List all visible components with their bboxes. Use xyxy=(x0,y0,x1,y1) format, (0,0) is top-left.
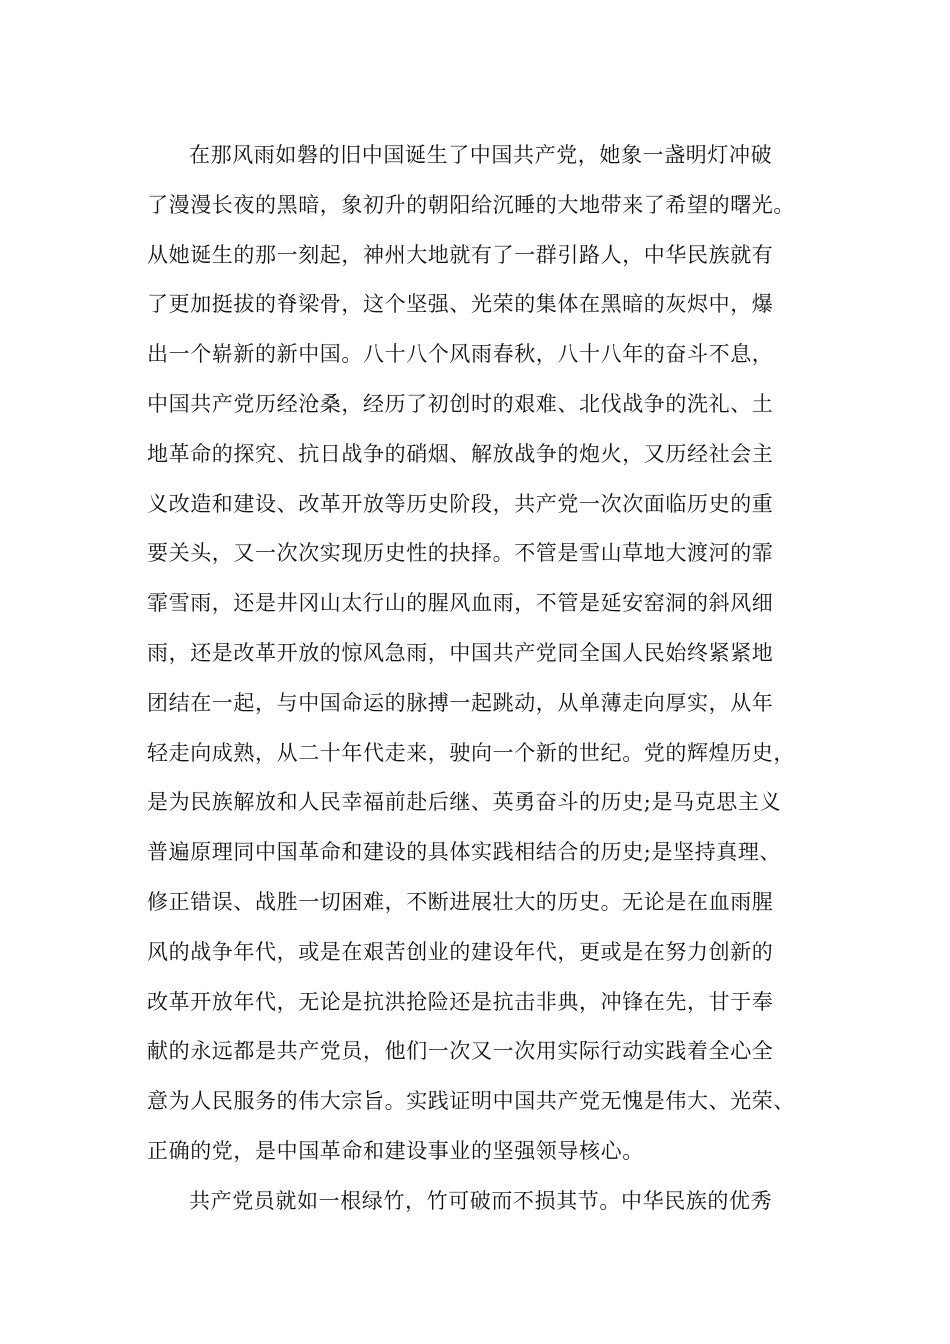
paragraph-1-line-21: 正确的党，是中国革命和建设事业的坚强领导核心。 xyxy=(147,1138,644,1163)
paragraph-1-line-18: 改革开放年代，无论是抗洪抢险还是抗击非典，冲锋在先，甘于奉 xyxy=(147,989,774,1014)
paragraph-1-line-19: 献的永远都是共产党员，他们一次又一次用实际行动实践着全心全 xyxy=(147,1039,774,1064)
paragraph-1-line-17: 风的战争年代，或是在艰苦创业的建设年代，更或是在努力创新的 xyxy=(147,939,774,964)
paragraph-1-line-4: 了更加挺拔的脊梁骨，这个坚强、光荣的集体在黑暗的灰烬中，爆 xyxy=(147,292,774,317)
paragraph-1-line-8: 义改造和建设、改革开放等历史阶段，共产党一次次面临历史的重 xyxy=(147,491,774,516)
paragraph-1-line-6: 中国共产党历经沧桑，经历了初创时的艰难、北伐战争的洗礼、土 xyxy=(147,391,774,416)
paragraph-1-line-12: 团结在一起，与中国命运的脉搏一起跳动，从单薄走向厚实，从年 xyxy=(147,690,774,715)
paragraph-1-line-5: 出一个崭新的新中国。八十八个风雨春秋，八十八年的奋斗不息， xyxy=(147,342,774,367)
paragraph-1-line-10: 霏雪雨，还是井冈山太行山的腥风血雨，不管是延安窑洞的斜风细 xyxy=(147,591,774,616)
paragraph-1-line-15: 普遍原理同中国革命和建设的具体实践相结合的历史;是坚持真理、 xyxy=(147,840,782,865)
body-text xyxy=(147,131,817,1227)
paragraph-1-line-3: 从她诞生的那一刻起，神州大地就有了一群引路人，中华民族就有 xyxy=(147,242,774,267)
paragraph-1-line-16: 修正错误、战胜一切困难，不断进展壮大的历史。无论是在血雨腥 xyxy=(147,889,774,914)
paragraph-1-line-11: 雨，还是改革开放的惊风急雨，中国共产党同全国人民始终紧紧地 xyxy=(147,640,774,665)
paragraph-1-line-2: 了漫漫长夜的黑暗，象初升的朝阳给沉睡的大地带来了希望的曙光。 xyxy=(147,192,795,217)
paragraph-1-line-9: 要关头，又一次次实现历史性的抉择。不管是雪山草地大渡河的霏 xyxy=(147,541,774,566)
paragraph-2-line-1: 共产党员就如一根绿竹，竹可破而不损其节。中华民族的优秀 xyxy=(189,1188,773,1213)
paragraph-1-line-13: 轻走向成熟，从二十年代走来，驶向一个新的世纪。党的辉煌历史， xyxy=(147,740,795,765)
paragraph-1-line-14: 是为民族解放和人民幸福前赴后继、英勇奋斗的历史;是马克思主义 xyxy=(147,790,782,815)
paragraph-1-line-20: 意为人民服务的伟大宗旨。实践证明中国共产党无愧是伟大、光荣、 xyxy=(147,1089,795,1114)
paragraph-1-line-1: 在那风雨如磐的旧中国诞生了中国共产党，她象一盏明灯冲破 xyxy=(189,143,773,167)
paragraph-1-line-7: 地革命的探究、抗日战争的硝烟、解放战争的炮火，又历经社会主 xyxy=(147,441,774,466)
